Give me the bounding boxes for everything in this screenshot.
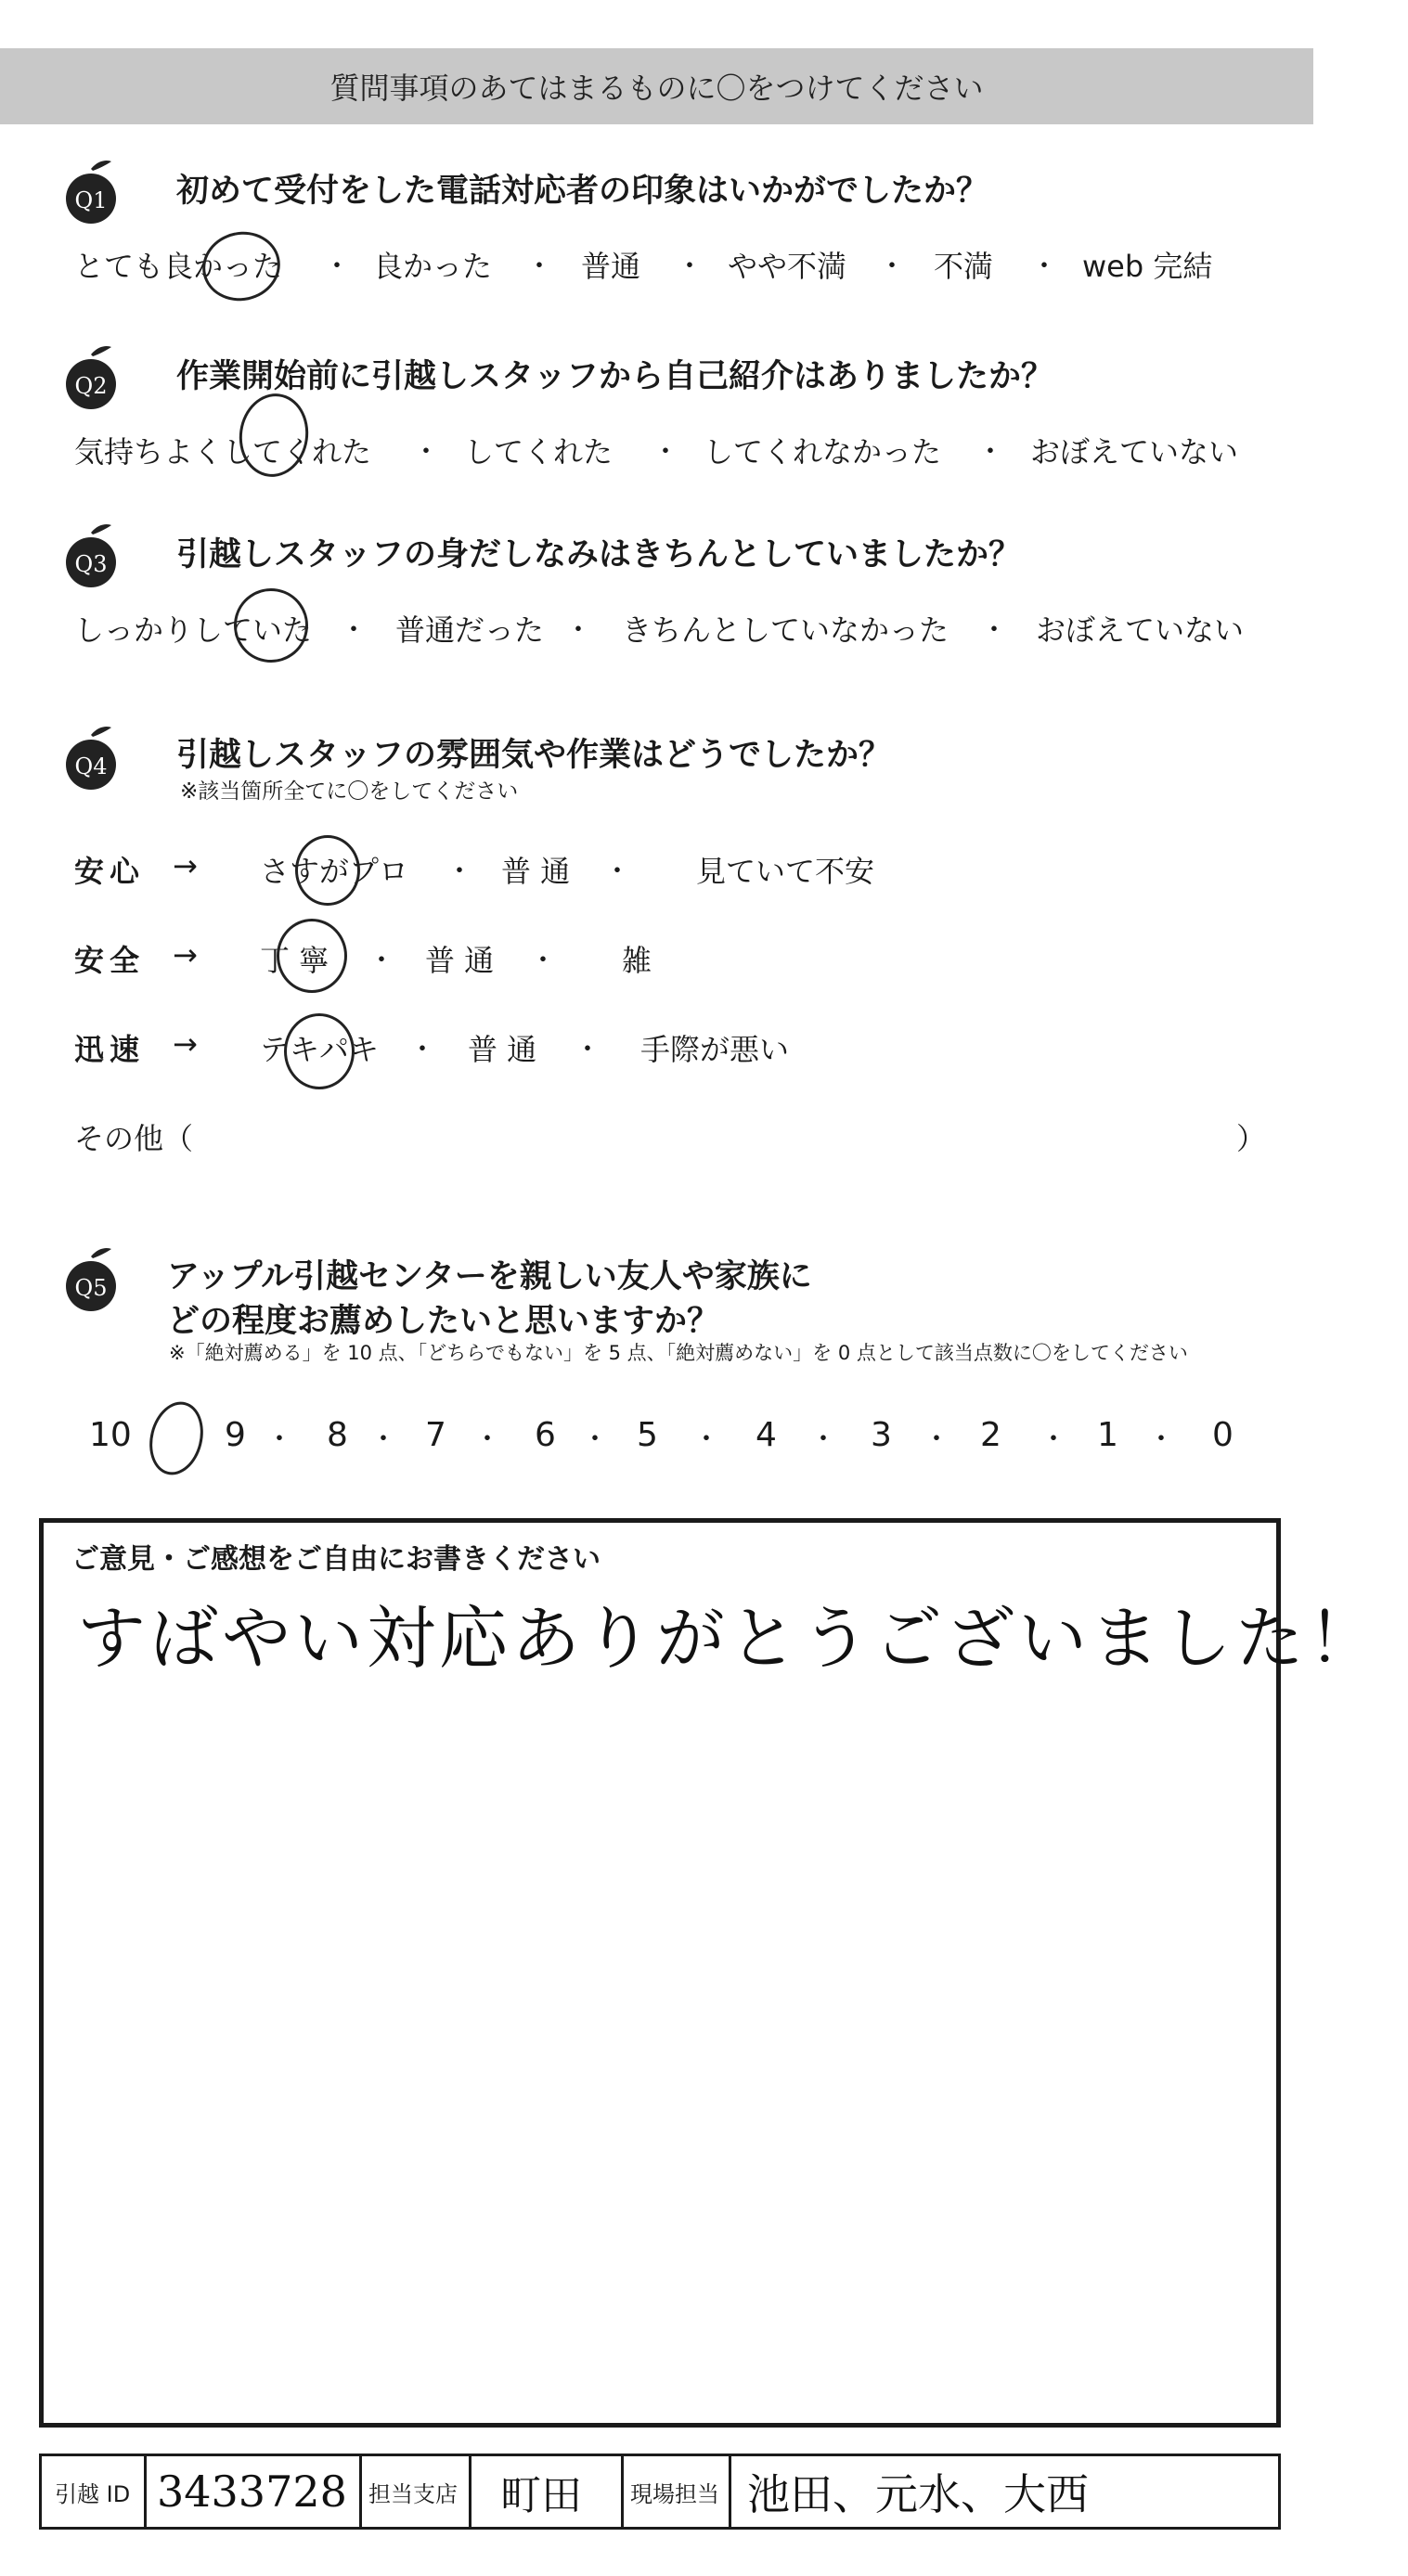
q1-option-1[interactable]: とても良かった [74, 249, 283, 284]
q1-title: 初めて受付をした電話対応者の印象はいかがでしたか？ [176, 173, 989, 210]
q4-row3-option-3[interactable]: 手際が悪い [640, 1032, 790, 1067]
footer-info-row [39, 2454, 1281, 2530]
branch-value: 町田 [500, 2472, 582, 2519]
comment-box[interactable] [39, 1518, 1380, 2428]
arrow: → [173, 1026, 198, 1062]
q4-row1-option-2[interactable]: 普 通 [501, 854, 571, 889]
q4-row3-selection-circle [284, 1013, 355, 1089]
separator: ・ [1040, 1423, 1067, 1456]
separator: ・ [265, 1423, 293, 1456]
q5-selection-circle [142, 1396, 211, 1480]
q4-row1-option-1[interactable]: さすがプロ [260, 854, 409, 889]
arrow: → [173, 848, 198, 883]
q4-other-close: ） [1236, 1121, 1267, 1156]
separator: ・ [676, 251, 704, 283]
form-header [0, 48, 1313, 124]
q5-score[interactable]: 10 [89, 1416, 132, 1454]
separator: ・ [446, 856, 473, 888]
q5-title-line1: アップル引越センターを親しい友人や家族に [167, 1258, 812, 1295]
q3-option-1[interactable]: しっかりしていた [74, 612, 313, 648]
q5-score[interactable]: 6 [535, 1416, 556, 1454]
q4-row2-selection-circle [277, 919, 347, 993]
q4-row-jinsoku [74, 1026, 1188, 1073]
q3-option-3[interactable]: きちんとしていなかった [622, 612, 949, 648]
arrow: → [173, 937, 198, 972]
q5-score[interactable]: 8 [327, 1416, 348, 1454]
separator: ・ [564, 614, 592, 647]
separator: ・ [473, 1423, 501, 1456]
q5-score-scale [89, 1416, 1249, 1464]
separator: ・ [574, 1034, 601, 1066]
separator: ・ [408, 1034, 436, 1066]
svg-text:Q1: Q1 [74, 187, 108, 213]
separator: ・ [809, 1423, 837, 1456]
q5-score[interactable]: 7 [425, 1416, 446, 1454]
q5-score[interactable]: 1 [1097, 1416, 1118, 1454]
separator: ・ [980, 614, 1008, 647]
svg-text:Q3: Q3 [74, 551, 108, 577]
separator: ・ [1147, 1423, 1175, 1456]
form-header-title: 質問事項のあてはまるものに〇をつけてください [329, 71, 984, 106]
separator: ・ [603, 856, 631, 888]
q4-row3-option-2[interactable]: 普 通 [468, 1032, 537, 1067]
q4-note: ※該当箇所全てに〇をしてください [180, 779, 519, 804]
q2-option-2[interactable]: してくれた [464, 434, 614, 470]
separator: ・ [340, 614, 368, 647]
branch-label: 担当支店 [368, 2480, 458, 2507]
q5-score[interactable]: 0 [1212, 1416, 1234, 1454]
q4-row-label: 迅速 [74, 1032, 146, 1067]
q2-title: 作業開始前に引越しスタッフから自己紹介はありましたか？ [176, 358, 1054, 395]
separator: ・ [692, 1423, 720, 1456]
q1-badge-icon [56, 156, 126, 230]
q5-badge-icon [56, 1243, 126, 1318]
svg-text:Q2: Q2 [74, 373, 108, 399]
q4-title: 引越しスタッフの雰囲気や作業はどうでしたか？ [176, 737, 892, 774]
separator: ・ [652, 436, 679, 469]
q4-row3-option-1[interactable]: テキパキ [260, 1032, 380, 1067]
q3-option-2[interactable]: 普通だった [395, 612, 545, 648]
q4-row2-option-2[interactable]: 普 通 [425, 943, 495, 978]
staff-label: 現場担当 [630, 2480, 719, 2507]
q5-title-line2: どの程度お薦めしたいと思いますか？ [167, 1303, 720, 1340]
separator: ・ [323, 251, 351, 283]
q3-option-4[interactable]: おぼえていない [1036, 612, 1245, 648]
q4-row2-option-1[interactable]: 丁 寧 [260, 943, 329, 978]
q2-badge-icon [56, 341, 126, 416]
separator: ・ [368, 945, 395, 977]
move-id-label: 引越 ID [55, 2480, 131, 2507]
q3-title: 引越しスタッフの身だしなみはきちんとしていましたか？ [176, 536, 1022, 573]
q1-option-4[interactable]: やや不満 [728, 249, 847, 284]
move-id-value: 3433728 [157, 2467, 347, 2517]
separator: ・ [923, 1423, 950, 1456]
comment-label: ご意見・ご感想をご自由にお書きください [71, 1543, 601, 1576]
q4-row-label: 安全 [74, 943, 146, 978]
q4-other-label: その他（ [74, 1121, 194, 1156]
q1-selection-circle [196, 225, 287, 308]
q5-score[interactable]: 3 [871, 1416, 892, 1454]
separator: ・ [529, 945, 557, 977]
q5-note: ※「絶対薦める」を 10 点、「どちらでもない」を 5 点、「絶対薦めない」を 0 点として該当点数に〇をしてください [169, 1342, 1188, 1364]
separator: ・ [525, 251, 553, 283]
q2-option-1[interactable]: 気持ちよくしてくれた [74, 434, 372, 470]
separator: ・ [976, 436, 1004, 469]
comment-handwritten-text: すばやい対応ありがとうございました！ [77, 1599, 1380, 1679]
q5-score[interactable]: 4 [756, 1416, 777, 1454]
separator: ・ [878, 251, 906, 283]
separator: ・ [581, 1423, 609, 1456]
q2-option-3[interactable]: してくれなかった [704, 434, 942, 470]
q1-option-5[interactable]: 不満 [934, 249, 994, 284]
separator: ・ [369, 1423, 397, 1456]
svg-text:Q4: Q4 [74, 753, 108, 779]
q4-row-label: 安心 [74, 854, 146, 889]
q1-option-6[interactable]: web 完結 [1082, 249, 1213, 284]
separator: ・ [1030, 251, 1058, 283]
q5-score[interactable]: 2 [980, 1416, 1001, 1454]
staff-value: 池田、元水、大西 [747, 2469, 1089, 2519]
q1-option-3[interactable]: 普通 [581, 249, 641, 284]
q4-row-anshin [74, 848, 1188, 895]
svg-text:Q5: Q5 [74, 1275, 108, 1301]
q3-badge-icon [56, 520, 126, 594]
q4-row1-selection-circle [295, 835, 360, 906]
q4-badge-icon [56, 722, 126, 796]
q5-score[interactable]: 9 [225, 1416, 246, 1454]
q5-score[interactable]: 5 [637, 1416, 658, 1454]
q2-option-4[interactable]: おぼえていない [1030, 434, 1239, 470]
q4-row1-option-3[interactable]: 見ていて不安 [696, 854, 875, 889]
q4-row-anzen [74, 937, 1188, 984]
q4-row2-option-3[interactable]: 雑 [622, 943, 652, 978]
q1-option-2[interactable]: 良かった [373, 249, 493, 284]
q3-selection-circle [228, 583, 315, 669]
separator: ・ [412, 436, 440, 469]
